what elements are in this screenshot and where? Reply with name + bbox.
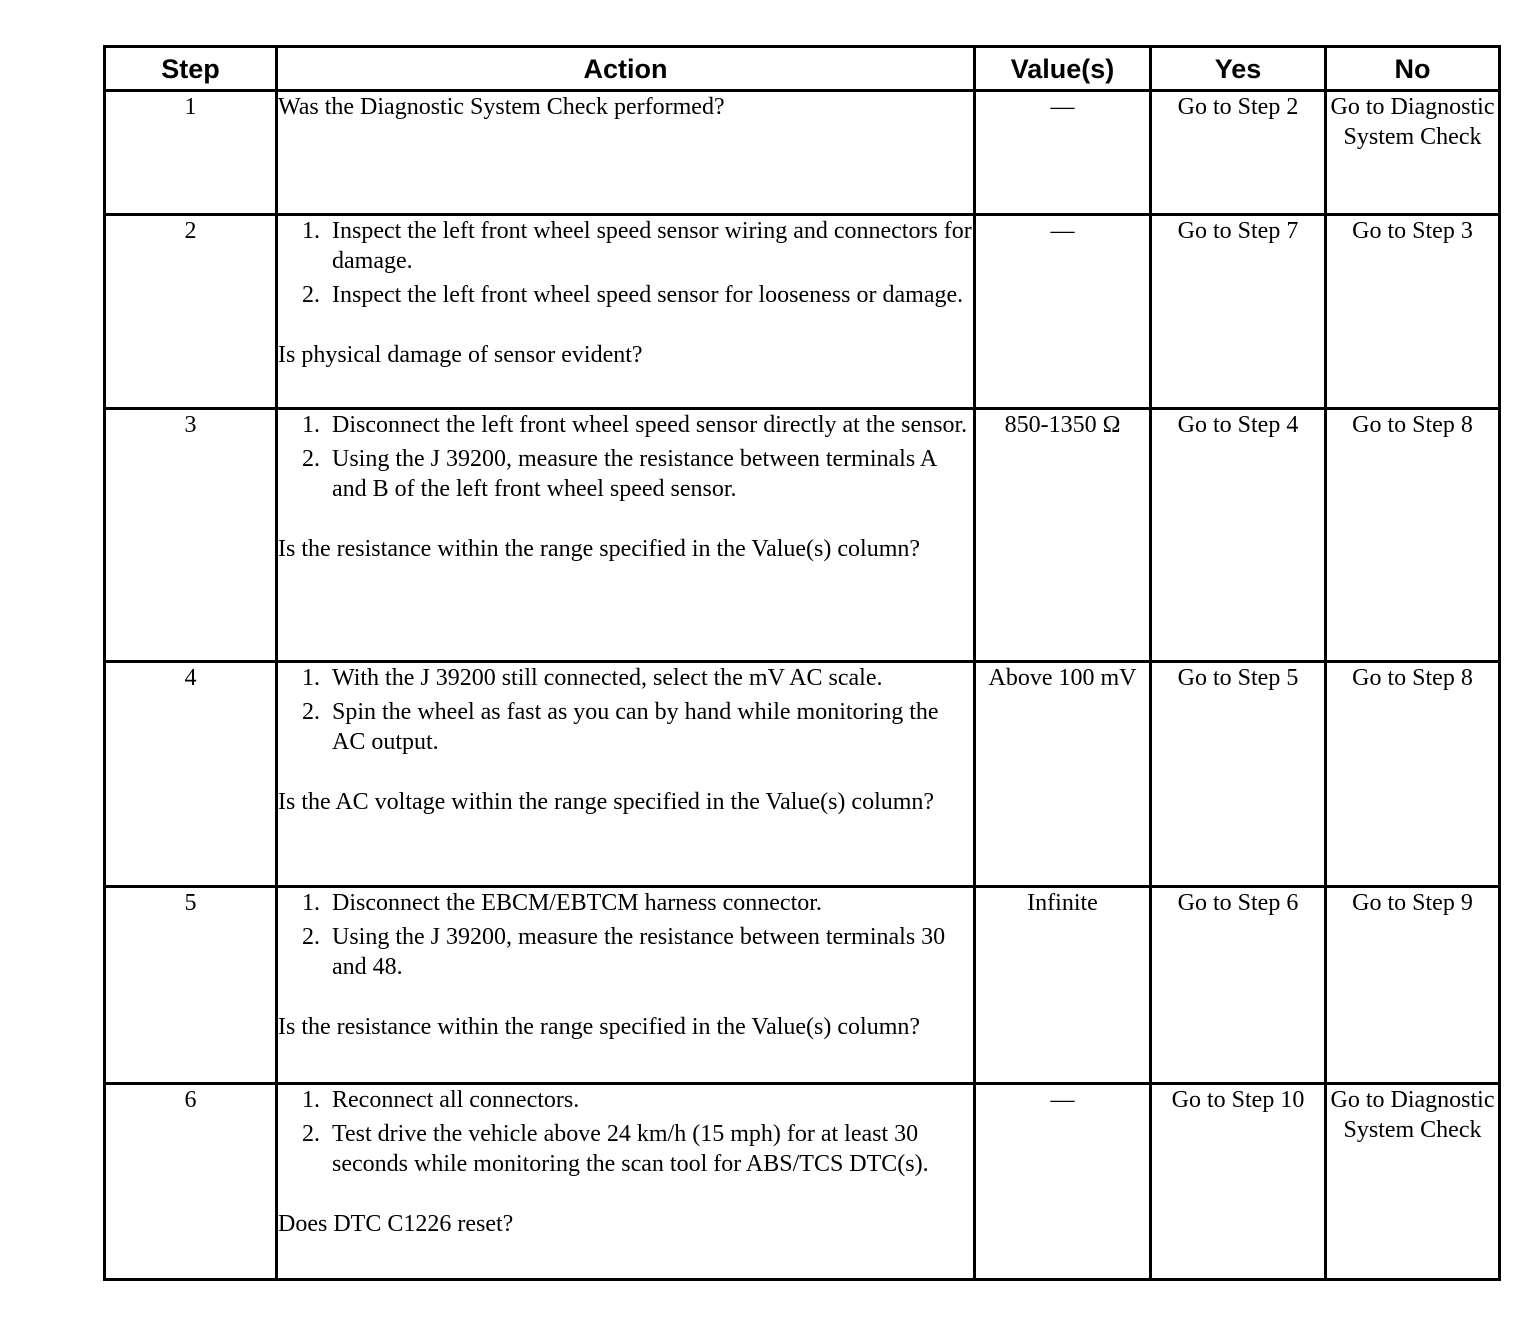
- action-question: Is physical damage of sensor evident?: [278, 342, 643, 368]
- yes-cell: Go to Step 5: [1151, 662, 1326, 887]
- action-item-text: Test drive the vehicle above 24 km/h (15 mph) for at least 30 seconds while monitoring the scan tool for ABS/TCS DTC(s).: [332, 1121, 929, 1177]
- action-cell: [277, 409, 975, 662]
- action-question: Is the resistance within the range specified in the Value(s) column?: [278, 1014, 921, 1040]
- yes-cell: Go to Step 7: [1151, 215, 1326, 409]
- table-row: [105, 1084, 1500, 1280]
- action-question: Is the resistance within the range specified in the Value(s) column?: [278, 536, 921, 562]
- action-cell: [277, 1084, 975, 1280]
- action-item-text: With the J 39200 still connected, select the mV AC scale.: [332, 665, 883, 691]
- step-number: 5: [105, 887, 277, 1084]
- diagnostic-table: [103, 45, 1501, 1281]
- yes-cell: Go to Step 10: [1151, 1084, 1326, 1280]
- table-row: [105, 409, 1500, 662]
- action-cell: [277, 91, 975, 215]
- action-item: 2. Inspect the left front wheel speed sensor for looseness or damage.: [302, 282, 964, 308]
- value-cell: —: [975, 91, 1151, 215]
- action-item-text: Using the J 39200, measure the resistance between terminals A and B of the left front wheel speed sensor.: [332, 446, 936, 502]
- action-item-text: Disconnect the EBCM/EBTCM harness connector.: [332, 890, 822, 916]
- header-yes: Yes: [1151, 47, 1326, 91]
- header-step: Step: [105, 47, 277, 91]
- step-number: 3: [105, 409, 277, 662]
- action-item: 2. Spin the wheel as fast as you can by hand while monitoring the AC output.: [302, 699, 939, 755]
- no-cell: Go to Diagnostic System Check: [1326, 91, 1500, 215]
- action-item-text: Disconnect the left front wheel speed sensor directly at the sensor.: [332, 412, 968, 438]
- action-question: Does DTC C1226 reset?: [278, 1211, 514, 1237]
- action-cell: [277, 215, 975, 409]
- action-item-text: Inspect the left front wheel speed sensor wiring and connectors for damage.: [332, 218, 972, 274]
- table-row: [105, 91, 1500, 215]
- action-list: [278, 410, 973, 504]
- action-item: 2. Using the J 39200, measure the resistance between terminals 30 and 48.: [302, 924, 946, 980]
- no-cell: Go to Step 3: [1326, 215, 1500, 409]
- header-action: Action: [277, 47, 975, 91]
- header-values: Value(s): [975, 47, 1151, 91]
- table-row: [105, 662, 1500, 887]
- action-list: [278, 663, 973, 757]
- action-list: [278, 216, 973, 310]
- no-cell: Go to Diagnostic System Check: [1326, 1084, 1500, 1280]
- yes-cell: Go to Step 4: [1151, 409, 1326, 662]
- value-cell: —: [975, 215, 1151, 409]
- no-cell: Go to Step 8: [1326, 662, 1500, 887]
- action-item-text: Inspect the left front wheel speed sensor for looseness or damage.: [332, 282, 964, 308]
- action-cell: [277, 887, 975, 1084]
- value-cell: Infinite: [975, 887, 1151, 1084]
- yes-cell: Go to Step 6: [1151, 887, 1326, 1084]
- header-row: [105, 47, 1500, 91]
- yes-cell: Go to Step 2: [1151, 91, 1326, 215]
- table-row: [105, 887, 1500, 1084]
- table-row: [105, 215, 1500, 409]
- action-item: 2. Test drive the vehicle above 24 km/h (15 mph) for at least 30 seconds while monitoring the scan tool for ABS/TCS DTC(s).: [302, 1121, 929, 1177]
- action-question: Is the AC voltage within the range specified in the Value(s) column?: [278, 789, 935, 815]
- action-item: 1. With the J 39200 still connected, select the mV AC scale.: [302, 665, 883, 691]
- value-cell: 850-1350 Ω: [975, 409, 1151, 662]
- action-item: 1. Disconnect the EBCM/EBTCM harness connector.: [302, 890, 822, 916]
- action-item-text: Spin the wheel as fast as you can by hand while monitoring the AC output.: [332, 699, 939, 755]
- value-cell: Above 100 mV: [975, 662, 1151, 887]
- value-cell: —: [975, 1084, 1151, 1280]
- step-number: 6: [105, 1084, 277, 1280]
- no-cell: Go to Step 8: [1326, 409, 1500, 662]
- action-item: 1. Reconnect all connectors.: [302, 1087, 580, 1113]
- action-item-text: Reconnect all connectors.: [332, 1087, 580, 1113]
- action-question: Was the Diagnostic System Check performed?: [278, 94, 725, 120]
- action-item: 1. Disconnect the left front wheel speed sensor directly at the sensor.: [302, 412, 968, 438]
- step-number: 2: [105, 215, 277, 409]
- action-cell: [277, 662, 975, 887]
- header-no: No: [1326, 47, 1500, 91]
- step-number: 4: [105, 662, 277, 887]
- action-item: 2. Using the J 39200, measure the resistance between terminals A and B of the left front wheel speed sensor.: [302, 446, 936, 502]
- action-item-text: Using the J 39200, measure the resistance between terminals 30 and 48.: [332, 924, 946, 980]
- no-cell: Go to Step 9: [1326, 887, 1500, 1084]
- action-item: 1. Inspect the left front wheel speed sensor wiring and connectors for damage.: [302, 218, 972, 274]
- action-list: [278, 888, 973, 982]
- step-number: 1: [105, 91, 277, 215]
- action-list: [278, 1085, 973, 1179]
